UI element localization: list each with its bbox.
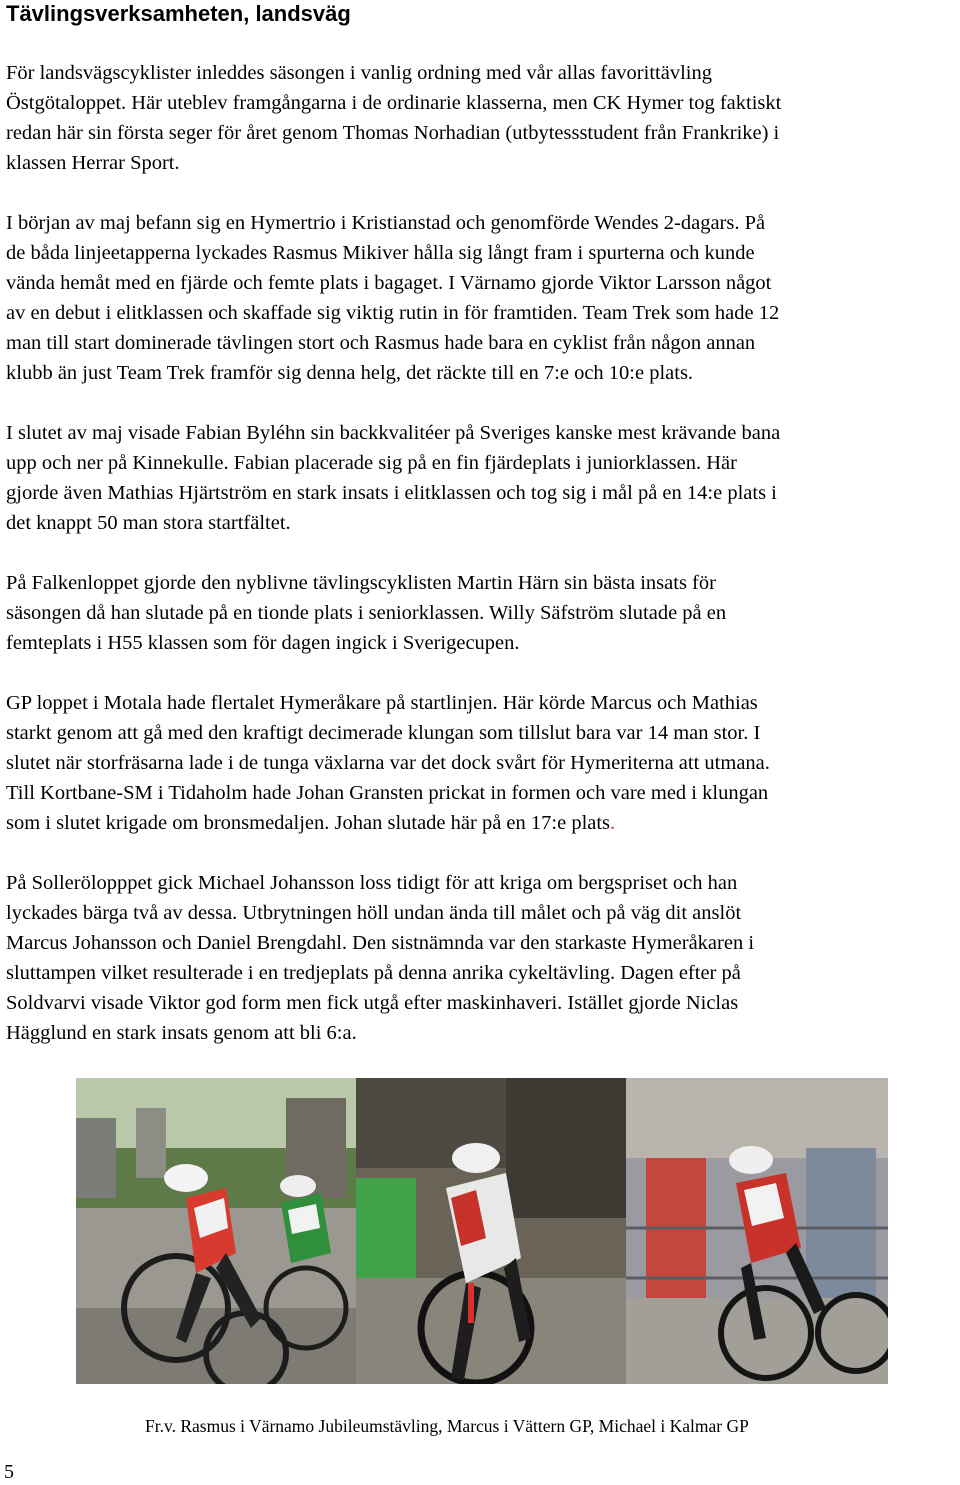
paragraph-line: Östgötaloppet. Här uteblev framgångarna i de ordinarie klasserna, men CK Hymer tog faktiskt: [6, 92, 782, 114]
paragraph-line: slutet när storfräsarna lade i de tunga växlarna var det dock svårt för Hymeriterna att utmana.: [6, 752, 770, 774]
paragraph-line: På Sollerölopppet gick Michael Johansson loss tidigt för att kriga om bergspriset och han: [6, 872, 738, 894]
paragraph-line: För landsvägscyklister inleddes säsongen i vanlig ordning med vår allas favorittävling: [6, 62, 712, 84]
paragraph-line: På Falkenloppet gjorde den nyblivne tävlingscyklisten Martin Härn sin bästa insats för: [6, 572, 716, 594]
paragraph: [6, 868, 956, 1048]
paragraph-line: Hägglund en stark insats genom att bli 6:a.: [6, 1022, 357, 1044]
paragraph: [6, 688, 956, 838]
paragraph: [6, 568, 956, 658]
paragraph-line: man till start dominerade tävlingen stort och Rasmus hade bara en cyklist från någon annan: [6, 332, 756, 354]
paragraph-line: vända hemåt med en fjärde och femte plats i bagaget. I Värnamo gjorde Viktor Larsson något: [6, 272, 772, 294]
paragraph-line: sluttampen vilket resulterade i en tredjeplats på denna anrika cykeltävling. Dagen efter på: [6, 962, 741, 984]
paragraph-line: Till Kortbane-SM i Tidaholm hade Johan Gransten prickat in formen och vare med i klungan: [6, 782, 769, 804]
photo-michael-kalmar: [626, 1078, 888, 1384]
photo-strip: [76, 1078, 888, 1384]
paragraph: [6, 58, 956, 178]
photo-caption: Fr.v. Rasmus i Värnamo Jubileumstävling, Marcus i Vättern GP, Michael i Kalmar GP: [145, 1416, 749, 1436]
paragraph-line: lyckades bärga två av dessa. Utbrytningen höll undan ända till målet och på väg dit anslöt: [6, 902, 742, 924]
article-body: [6, 58, 956, 1048]
page-number: 5: [4, 1461, 14, 1483]
paragraph-line: klassen Herrar Sport.: [6, 152, 180, 174]
photo-marcus-vattern: [356, 1078, 626, 1384]
paragraph-line: femteplats i H55 klassen som för dagen ingick i Sverigecupen.: [6, 632, 520, 654]
paragraph-line: Soldvarvi visade Viktor god form men fick utgå efter maskinhaveri. Istället gjorde Niclas: [6, 992, 739, 1014]
paragraph-line: I början av maj befann sig en Hymertrio i Kristianstad och genomförde Wendes 2-dagars. På: [6, 212, 766, 234]
paragraph-line: upp och ner på Kinnekulle. Fabian placerade sig på en fin fjärdeplats i juniorklassen. Här: [6, 452, 737, 474]
paragraph-line: I slutet av maj visade Fabian Byléhn sin backkvalitéer på Sveriges kanske mest krävande bana: [6, 422, 781, 444]
paragraph-line: starkt genom att gå med den kraftigt decimerade klungan som tillslut bara var 14 man stor. I: [6, 722, 761, 744]
paragraph-line: GP loppet i Motala hade flertalet Hymeråkare på startlinjen. Här körde Marcus och Mathias: [6, 692, 758, 714]
photo-rasmus-varnamo: [76, 1078, 356, 1384]
paragraph-line: klubb än just Team Trek framför sig denna helg, det räckte till en 7:e och 10:e plats.: [6, 362, 694, 384]
paragraph-line: gjorde även Mathias Hjärtström en stark insats i elitklassen och tog sig i mål på en 14:e plats i: [6, 482, 777, 504]
paragraph-line: som i slutet krigade om bronsmedaljen. Johan slutade här på en 17:e plats: [6, 812, 611, 834]
paragraph-line: de båda linjeetapperna lyckades Rasmus Mikiver hålla sig långt fram i spurterna och kunde: [6, 242, 755, 264]
paragraph-line: det knappt 50 man stora startfältet.: [6, 512, 291, 534]
paragraph: [6, 418, 956, 538]
trailing-mark: .: [610, 812, 616, 834]
paragraph-line: Marcus Johansson och Daniel Brengdahl. Den sistnämnda var den starkaste Hymeråkaren i: [6, 932, 755, 954]
paragraph-line: säsongen då han slutade på en tionde plats i seniorklassen. Willy Säfström slutade på en: [6, 602, 727, 624]
page-title: Tävlingsverksamheten, landsväg: [6, 1, 351, 26]
paragraph: [6, 208, 956, 388]
paragraph-line: redan här sin första seger för året genom Thomas Norhadian (utbytessstudent från Frankrike) i: [6, 122, 780, 144]
paragraph-line: av en debut i elitklassen och skaffade sig viktig rutin in för framtiden. Team Trek som hade 12: [6, 302, 780, 324]
